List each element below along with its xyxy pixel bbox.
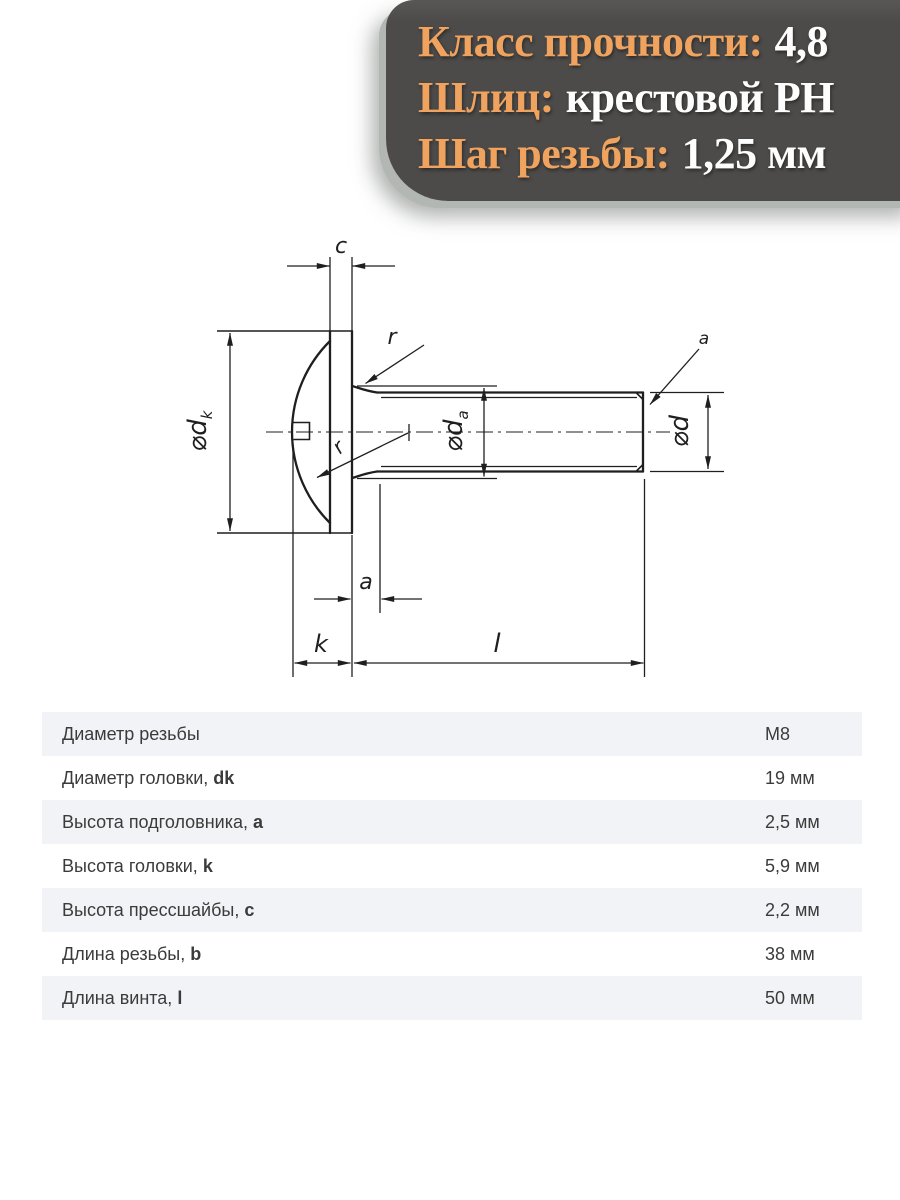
table-row [42, 756, 862, 800]
param-name: Высота подголовника, a [62, 811, 264, 832]
callout-r-top [366, 325, 425, 384]
strength-class-value: 4,8 [774, 17, 829, 66]
k-label: k [314, 630, 328, 658]
table-row [42, 976, 862, 1020]
dk-diameter-label: $⌀d_k$ [183, 410, 216, 452]
param-name: Диаметр головки, dk [62, 767, 235, 788]
da-diameter-label: $⌀d_a$ [439, 410, 472, 452]
table-row [42, 888, 862, 932]
thread-pitch-value: 1,25 мм [681, 129, 827, 178]
param-value: 19 мм [765, 767, 815, 788]
dimension-l [354, 479, 645, 677]
banner-line-strength [418, 14, 900, 70]
param-name: Высота головки, k [62, 855, 213, 876]
callout-a-chamfer [650, 329, 709, 405]
param-value: M8 [765, 723, 791, 744]
drive-type-value: крестовой PH [565, 73, 835, 122]
banner-line-pitch [418, 126, 900, 182]
spec-banner [386, 0, 900, 201]
d-diameter-label: ⌀d [665, 414, 695, 448]
r-top-label: r [387, 325, 397, 350]
param-name: Длина винта, l [62, 987, 183, 1008]
spec-table [42, 712, 862, 1020]
dimension-c [287, 234, 395, 330]
param-value: 5,9 мм [765, 855, 820, 876]
technical-drawing [0, 198, 900, 708]
param-value: 2,2 мм [765, 899, 820, 920]
dimension-dk [183, 333, 230, 531]
param-name: Диаметр резьбы [62, 723, 200, 744]
drive-type-label: Шлиц: [418, 73, 554, 122]
param-name: Высота прессшайбы, c [62, 899, 255, 920]
c-label: c [334, 234, 348, 259]
thread-pitch-label: Шаг резьбы: [418, 129, 670, 178]
table-row [42, 844, 862, 888]
table-row [42, 932, 862, 976]
table-row [42, 800, 862, 844]
param-value: 50 мм [765, 987, 815, 1008]
param-value: 2,5 мм [765, 811, 820, 832]
drive-slot [294, 423, 310, 440]
l-label: l [493, 629, 501, 659]
strength-class-label: Класс прочности: [418, 17, 763, 66]
a-chamfer-label: a [698, 329, 710, 349]
table-row [42, 712, 862, 756]
a-dim-label: a [359, 570, 373, 595]
param-name: Длина резьбы, b [62, 943, 202, 964]
banner-line-drive [418, 70, 900, 126]
param-value: 38 мм [765, 943, 815, 964]
r-bottom-label: r [327, 435, 350, 459]
